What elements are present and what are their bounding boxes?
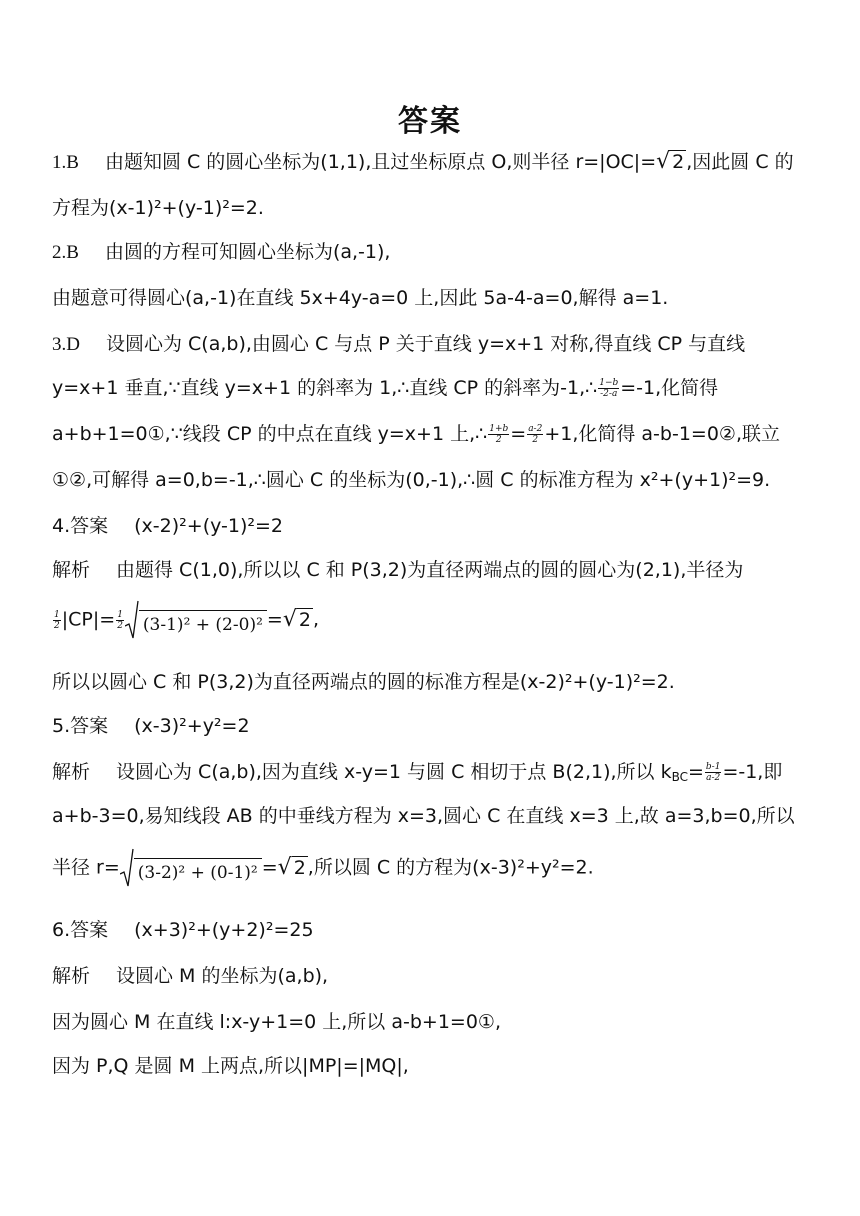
answer-5-line-3: a+b-3=0,易知线段 AB 的中垂线方程为 x=3,圆心 C 在直线 x=3 上,故 a=3,b=0,所以 xyxy=(52,805,795,827)
analysis-label: 解析 xyxy=(52,965,91,987)
fraction-half: $\frac{1}{2}$ xyxy=(54,609,60,631)
fraction-midpoint-y: $\frac{1+b}{2}$ xyxy=(489,424,509,445)
fraction-slope: $\frac{1-b}{-2-a}$ xyxy=(599,378,619,399)
answer-4-analysis: 解析 由题得 C(1,0),所以以 C 和 P(3,2)为直径两端点的圆的圆心为(2,1),半径为 xyxy=(52,559,744,581)
answer-4-line-1: 4.答案 (x-2)²+(y-1)²=2 xyxy=(52,515,283,537)
question-5-label: 5.答案 xyxy=(52,715,109,737)
question-3-label: 3.D xyxy=(52,334,80,355)
answer-6-line-1: 6.答案 (x+3)²+(y+2)²=25 xyxy=(52,919,314,941)
answer-6-analysis: 解析 设圆心 M 的坐标为(a,b), xyxy=(52,965,329,987)
question-4-label: 4.答案 xyxy=(52,515,109,537)
radical-distance-cp: (3-1)² + (2-0)² xyxy=(125,600,267,640)
sqrt-2: √ 2 xyxy=(282,606,311,632)
sqrt-2: √ 2 xyxy=(277,854,306,880)
answer-1-line-1: 1.B 由题知圆 C 的圆心坐标为(1,1),且过坐标原点 O,则半径 r=|OC|=√ 2 ,因此圆 C 的 xyxy=(52,149,794,174)
answer-3-line-2: y=x+1 垂直,∵直线 y=x+1 的斜率为 1,∴直线 CP 的斜率为-1,∴ $\frac{1-b}{-2-a}$ =-1,化简得 xyxy=(52,377,719,399)
answer-5-radius-formula: 半径 r= (3-2)² + (0-1)² =√ 2 ,所以圆 C 的方程为(x-3)²+y²=2. xyxy=(52,848,594,888)
answer-4-radius-formula: $\frac{1}{2}$ |CP|= $\frac{1}{2}$ (3-1)² + (2-0)² =√ 2 , xyxy=(52,600,319,640)
sqrt-2: √ 2 xyxy=(656,149,685,174)
radical-distance-cb: (3-2)² + (0-1)² xyxy=(120,848,262,888)
question-6-label: 6.答案 xyxy=(52,919,109,941)
question-2-label: 2.B xyxy=(52,242,79,263)
fraction-half-2: $\frac{1}{2}$ xyxy=(117,609,123,631)
answer-5-line-1: 5.答案 (x-3)²+y²=2 xyxy=(52,715,250,737)
answer-3-line-1: 3.D 设圆心为 C(a,b),由圆心 C 与点 P 关于直线 y=x+1 对称,得直线 CP 与直线 xyxy=(52,333,746,355)
analysis-label: 解析 xyxy=(52,559,91,581)
analysis-label: 解析 xyxy=(52,761,91,783)
answer-3-line-4: ①②,可解得 a=0,b=-1,∴圆心 C 的坐标为(0,-1),∴圆 C 的标准方程为 x²+(y+1)²=9. xyxy=(52,469,771,491)
question-1-label: 1.B xyxy=(52,152,79,173)
page-title: 答案 xyxy=(398,104,462,139)
answer-2-line-2: 由题意可得圆心(a,-1)在直线 5x+4y-a=0 上,因此 5a-4-a=0,解得 a=1. xyxy=(52,287,669,309)
answer-1-line-2: 方程为(x-1)²+(y-1)²=2. xyxy=(52,197,264,219)
answer-4-conclusion: 所以以圆心 C 和 P(3,2)为直径两端点的圆的标准方程是(x-2)²+(y-1)²=2. xyxy=(52,671,675,693)
fraction-midpoint-x: $\frac{a-2}{2}$ xyxy=(528,424,543,445)
answer-5-analysis: 解析 设圆心为 C(a,b),因为直线 x-y=1 与圆 C 相切于点 B(2,1),所以 $k_{BC}=$ $\frac{b-1}{a-2}$ =-1,即 xyxy=(52,761,783,784)
fraction-slope-bc: $\frac{b-1}{a-2}$ xyxy=(705,762,721,783)
answer-3-line-3: a+b+1=0①,∵线段 CP 的中点在直线 y=x+1 上,∴ $\frac{1+b}{2}$ = $\frac{a-2}{2}$ +1,化简得 a-b-1=0②,联立 xyxy=(52,423,781,445)
answer-6-line-3: 因为圆心 M 在直线 l:x-y+1=0 上,所以 a-b+1=0①, xyxy=(52,1011,501,1033)
answer-2-line-1: 2.B 由圆的方程可知圆心坐标为(a,-1), xyxy=(52,241,391,263)
answer-6-line-4: 因为 P,Q 是圆 M 上两点,所以|MP|=|MQ|, xyxy=(52,1055,409,1077)
